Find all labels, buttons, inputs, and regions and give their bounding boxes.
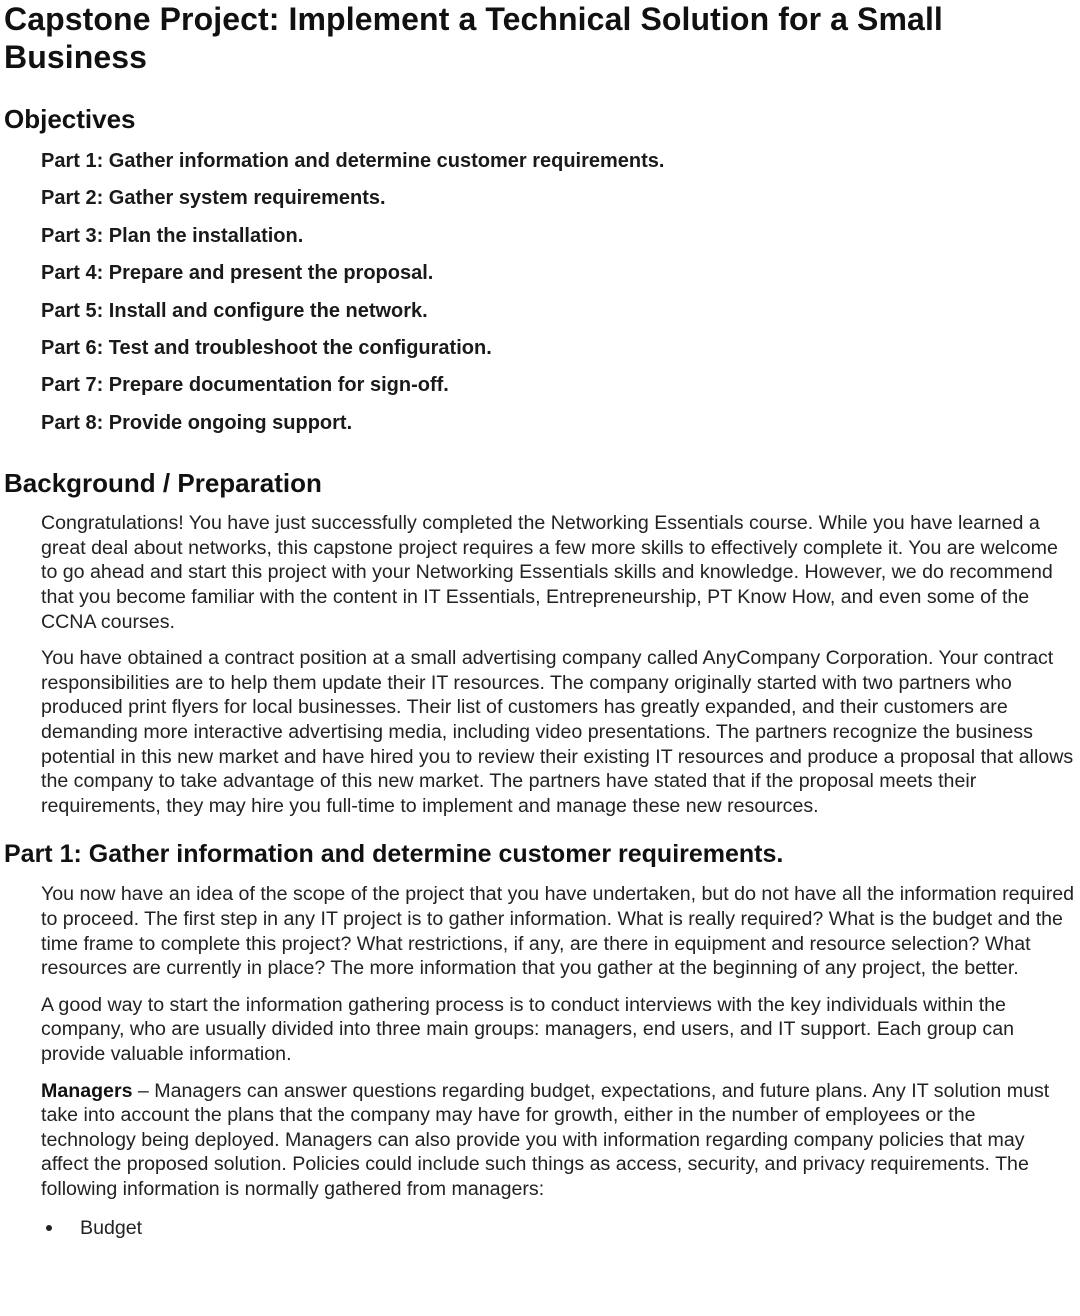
- background-paragraph: Congratulations! You have just successfully completed the Networking Essentials course. While you have learned a great deal about networks, this capstone project requires a few more skills to effectively complete it. You are welcome to go ahead and start this project with your Networking Essentials skills and knowledge. However, we do recommend that you become familiar with the content in IT Essentials, Entrepreneurship, PT Know How, and even some of the CCNA courses.: [41, 512, 1058, 633]
- objective-item: Part 3: Plan the installation.: [41, 224, 304, 247]
- objectives-heading: Objectives: [4, 104, 136, 134]
- part1-heading: Part 1: Gather information and determine customer requirements.: [4, 840, 784, 869]
- document-title: Capstone Project: Implement a Technical Solution for a Small Business: [4, 1, 943, 75]
- background-paragraph: You have obtained a contract position at a small advertising company called AnyCompany Corporation. Your contract responsibilities are to help them update their IT resources. The company originally started with two partners who produced print flyers for local businesses. Their list of customers has greatly expanded, and their customers are demanding more interactive advertising media, including video presentations. The partners recognize the business potential in this new market and have hired you to review their existing IT resources and produce a proposal that allows the company to take advantage of this new market. The partners have stated that if the proposal meets their requirements, they may hire you full-time to implement and manage these new resources.: [41, 647, 1074, 817]
- managers-paragraph: [41, 1079, 1074, 1202]
- objectives-list: [4, 143, 1074, 442]
- objective-item: Part 5: Install and configure the network.: [41, 299, 428, 322]
- objective-item: Part 8: Provide ongoing support.: [41, 411, 353, 434]
- managers-term: Managers: [41, 1079, 133, 1102]
- objective-item: Part 7: Prepare documentation for sign-off.: [41, 374, 449, 397]
- managers-info-list: [4, 1216, 1074, 1240]
- managers-description: – Managers can answer questions regarding budget, expectations, and future plans. Any IT solution must take into account the plans that the company may have for growth, either in the number of employees or the technology being deployed. Managers can also provide you with information regarding company policies that may affect the proposed solution. Policies could include such things as access, security, and privacy requirements. The following information is normally gathered from managers:: [41, 1079, 1050, 1200]
- objective-item: Part 6: Test and troubleshoot the configuration.: [41, 337, 492, 360]
- background-heading: Background / Preparation: [4, 468, 322, 499]
- list-item-text: Budget: [80, 1216, 143, 1239]
- objective-item: Part 2: Gather system requirements.: [41, 187, 386, 210]
- bullet-icon: [46, 1225, 52, 1231]
- part1-paragraph: A good way to start the information gathering process is to conduct interviews with the key individuals within the company, who are usually divided into three main groups: managers, end users, and IT support. Each group can provide valuable information.: [41, 993, 1014, 1065]
- part1-paragraph: You now have an idea of the scope of the project that you have undertaken, but do not have all the information required to proceed. The first step in any IT project is to gather information. What is really required? What is the budget and the time frame to complete this project? What restrictions, if any, are there in equipment and resource selection? What resources are currently in place? The more information that you gather at the beginning of any project, the better.: [41, 883, 1075, 980]
- objective-item: Part 4: Prepare and present the proposal.: [41, 262, 434, 285]
- list-item: [46, 1216, 1074, 1240]
- objective-item: Part 1: Gather information and determine customer requirements.: [41, 150, 665, 172]
